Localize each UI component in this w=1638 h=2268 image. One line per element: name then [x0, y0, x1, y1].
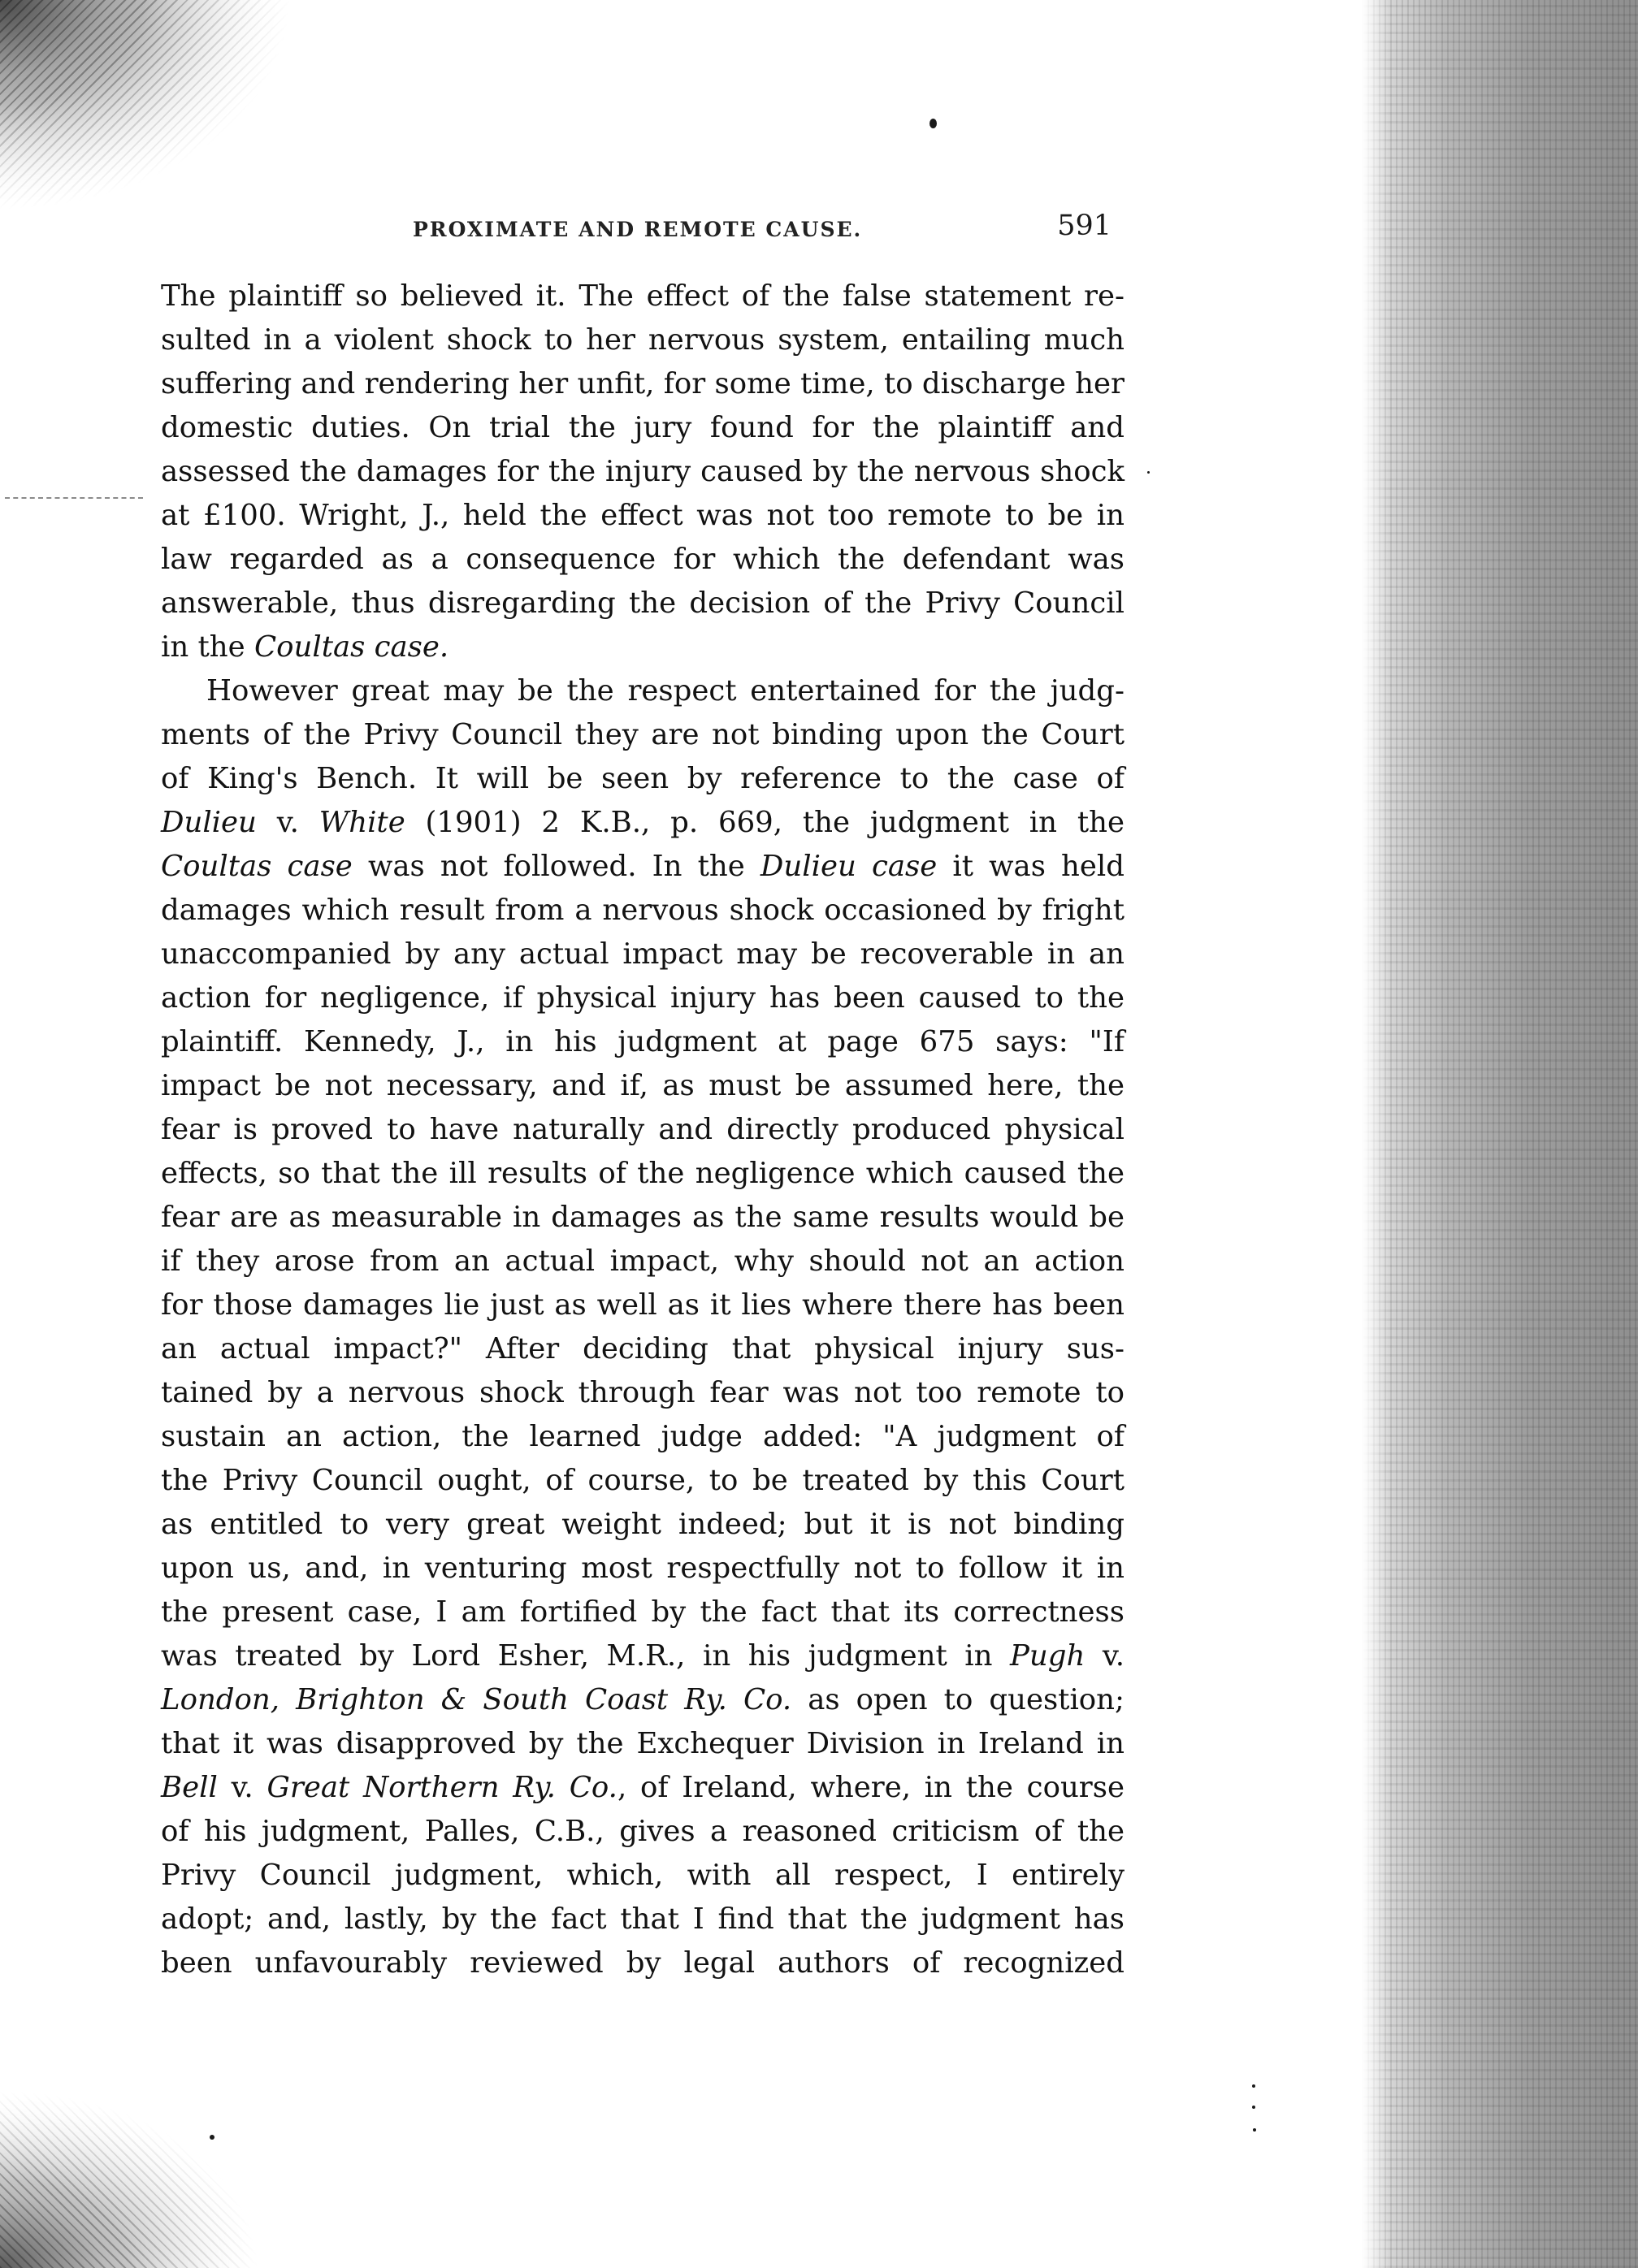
- scan-speck: [1253, 2128, 1256, 2132]
- italic-text: Dulieu: [161, 806, 257, 839]
- text-run: of his judgment, Palles, C.B., gives a reasoned criticism of the: [161, 1815, 1124, 1848]
- text-line: [161, 1459, 1124, 1503]
- text-line: [161, 1240, 1124, 1283]
- text-line: [161, 538, 1124, 582]
- text-line: [161, 845, 1124, 889]
- text-run: an actual impact?" After deciding that physical injury sus-: [161, 1332, 1124, 1366]
- text-line: [161, 933, 1124, 976]
- italic-text: Pugh: [1010, 1639, 1086, 1673]
- text-line: [161, 1020, 1124, 1064]
- scan-dash-mark: [5, 497, 143, 499]
- text-line: [161, 801, 1124, 845]
- text-line: [161, 362, 1124, 406]
- text-line: [161, 450, 1124, 494]
- scan-speck: [210, 2135, 214, 2140]
- text-run: of King's Bench. It will be seen by reference to the case of: [161, 762, 1124, 795]
- text-run: plaintiff. Kennedy, J., in his judgment at page 675 says: "If: [161, 1025, 1124, 1058]
- text-line: [161, 1722, 1124, 1766]
- italic-text: Coultas case: [161, 850, 353, 883]
- italic-text: London, Brighton & South Coast Ry. Co.: [161, 1683, 792, 1716]
- text-run: v.: [1085, 1639, 1124, 1673]
- body-text: [161, 275, 1124, 1985]
- text-run: that it was disapproved by the Exchequer Division in Ireland in: [161, 1727, 1124, 1760]
- text-run: was not followed. In the: [352, 850, 760, 883]
- text-run: been unfavourably reviewed by legal authors of recognized: [161, 1946, 1124, 1980]
- running-title: PROXIMATE AND REMOTE CAUSE.: [413, 218, 863, 241]
- text-run: domestic duties. On trial the jury found for the plaintiff and: [161, 411, 1124, 444]
- text-run: unaccompanied by any actual impact may be recoverable in an: [161, 937, 1124, 971]
- text-line: [161, 1108, 1124, 1152]
- scan-edge-right: [1362, 0, 1638, 2268]
- text-run: adopt; and, lastly, by the fact that I find that the judgment has: [161, 1902, 1124, 1936]
- text-run: was treated by Lord Esher, M.R., in his judgment in: [161, 1639, 1010, 1673]
- text-line: [161, 889, 1124, 933]
- text-line: [161, 1941, 1124, 1985]
- scan-speck: [930, 119, 937, 128]
- text-line: [161, 1327, 1124, 1371]
- text-line: [161, 625, 1124, 669]
- text-line: [161, 1283, 1124, 1327]
- scan-speck: [1252, 2084, 1255, 2088]
- text-line: [161, 1547, 1124, 1591]
- text-run: effects, so that the ill results of the negligence which caused the: [161, 1157, 1124, 1190]
- text-line: [161, 976, 1124, 1020]
- text-run: Privy Council judgment, which, with all respect, I entirely: [161, 1859, 1124, 1892]
- italic-text: Bell: [161, 1771, 218, 1804]
- text-run: for those damages lie just as well as it lies where there has been: [161, 1288, 1124, 1322]
- text-line: [161, 1196, 1124, 1240]
- text-run: it was held: [937, 850, 1124, 883]
- text-run: fear are as measurable in damages as the same results would be: [161, 1201, 1124, 1234]
- text-run: The plaintiff so believed it. The effect of the false statement re-: [161, 279, 1124, 313]
- text-line: [161, 494, 1124, 538]
- text-line: [161, 406, 1124, 450]
- text-run: tained by a nervous shock through fear was not too remote to: [161, 1376, 1124, 1409]
- text-line: [161, 1591, 1124, 1634]
- text-line: [161, 1152, 1124, 1196]
- text-run: action for negligence, if physical injury has been caused to the: [161, 981, 1124, 1015]
- text-run: as entitled to very great weight indeed; but it is not binding: [161, 1508, 1124, 1541]
- text-run: answerable, thus disregarding the decision of the Privy Council: [161, 586, 1124, 620]
- scan-speck: [1147, 471, 1150, 474]
- text-line: [161, 275, 1124, 318]
- text-line: [161, 1854, 1124, 1898]
- text-run: at £100. Wright, J., held the effect was not too remote to be in: [161, 499, 1124, 532]
- text-run: v.: [256, 806, 319, 839]
- text-run: if they arose from an actual impact, why should not an action: [161, 1244, 1124, 1278]
- text-run: sulted in a violent shock to her nervous system, entailing much: [161, 323, 1124, 357]
- page-number: 591: [1057, 210, 1112, 242]
- text-line: [161, 713, 1124, 757]
- text-line: [161, 1634, 1124, 1678]
- italic-text: Great Northern Ry. Co.: [266, 1771, 618, 1804]
- text-line: [161, 1371, 1124, 1415]
- scan-speck: [1252, 2106, 1255, 2109]
- text-run: law regarded as a consequence for which the defendant was: [161, 543, 1124, 576]
- italic-text: Coultas case.: [254, 630, 449, 664]
- text-line: [161, 669, 1124, 713]
- text-run: (1901) 2 K.B., p. 669, the judgment in the: [405, 806, 1124, 839]
- text-line: [161, 1064, 1124, 1108]
- text-line: [161, 318, 1124, 362]
- scan-corner-bottom-left: [0, 2089, 260, 2268]
- text-line: [161, 1766, 1124, 1810]
- text-line: [161, 582, 1124, 625]
- page-header: [413, 210, 1112, 255]
- text-run: impact be not necessary, and if, as must be assumed here, the: [161, 1069, 1124, 1102]
- text-run: damages which result from a nervous shock occasioned by fright: [161, 894, 1124, 927]
- text-run: fear is proved to have naturally and directly produced physical: [161, 1113, 1124, 1146]
- text-run: , of Ireland, where, in the course: [617, 1771, 1125, 1804]
- text-line: [161, 1810, 1124, 1854]
- text-run: the present case, I am fortified by the fact that its correctness: [161, 1595, 1124, 1629]
- italic-text: White: [318, 806, 405, 839]
- text-run: as open to question;: [791, 1683, 1124, 1716]
- text-run: upon us, and, in venturing most respectfully not to follow it in: [161, 1552, 1124, 1585]
- scan-corner-top-left: [0, 0, 292, 211]
- text-line: [161, 1503, 1124, 1547]
- text-run: the Privy Council ought, of course, to be treated by this Court: [161, 1464, 1124, 1497]
- text-run: in the: [161, 630, 254, 664]
- text-run: ments of the Privy Council they are not binding upon the Court: [161, 718, 1124, 751]
- text-run: suffering and rendering her unfit, for some time, to discharge her: [161, 367, 1124, 400]
- text-line: [161, 1415, 1124, 1459]
- text-run: However great may be the respect entertained for the judg-: [206, 674, 1124, 708]
- text-line: [161, 757, 1124, 801]
- italic-text: Dulieu case: [760, 850, 938, 883]
- text-run: sustain an action, the learned judge added: "A judgment of: [161, 1420, 1124, 1453]
- text-line: [161, 1898, 1124, 1941]
- text-run: assessed the damages for the injury caused by the nervous shock: [161, 455, 1124, 488]
- text-line: [161, 1678, 1124, 1722]
- text-run: v.: [217, 1771, 267, 1804]
